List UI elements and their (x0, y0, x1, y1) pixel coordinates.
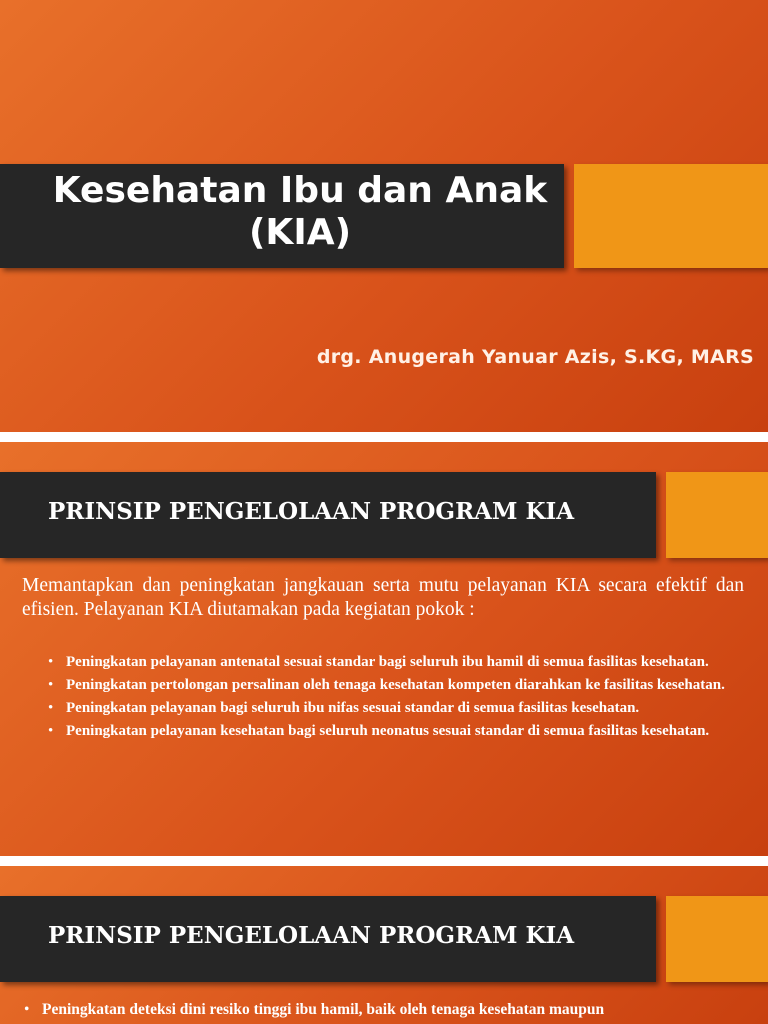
bullet-icon: • (48, 700, 54, 716)
presenter-name: drg. Anugerah Yanuar Azis, S.KG, MARS (316, 346, 754, 368)
content-slide-1 (0, 442, 768, 856)
bullet-icon: • (48, 723, 54, 739)
bullet-list (46, 652, 744, 744)
accent-bar (574, 164, 768, 268)
bullet-text: Peningkatan pelayanan bagi seluruh ibu nifas sesuai standar di semua fasilitas kesehatan. (66, 700, 640, 716)
bullet-text: Peningkatan pelayanan kesehatan bagi seluruh neonatus sesuai standar di semua fasilitas kesehatan. (66, 723, 710, 739)
accent-bar (666, 472, 768, 558)
slide-title-line2: (KIA) (248, 212, 352, 253)
section-title: PRINSIP PENGELOLAAN PROGRAM KIA (48, 922, 575, 949)
bullet-text: Peningkatan pelayanan antenatal sesuai standar bagi seluruh ibu hamil di semua fasilitas kesehatan. (66, 654, 709, 670)
bullet-icon: • (48, 677, 54, 693)
accent-bar (666, 896, 768, 982)
bullet-item (46, 698, 744, 718)
bullet-item (46, 721, 744, 741)
bullet-text: Peningkatan deteksi dini resiko tinggi ibu hamil, baik oleh tenaga kesehatan maupun (42, 1001, 605, 1018)
bullet-item (46, 652, 744, 672)
title-slide (0, 0, 768, 432)
bullet-item (46, 675, 744, 695)
bullet-icon: • (24, 1001, 30, 1018)
slide-title-line1: Kesehatan Ibu dan Anak (52, 170, 548, 211)
intro-paragraph: Memantapkan dan peningkatan jangkauan serta mutu pelayanan KIA secara efektif dan efisien. Pelayanan KIA diutamakan pada kegiatan pokok : (22, 575, 744, 620)
bullet-text: Peningkatan pertolongan persalinan oleh tenaga kesehatan kompeten diarahkan ke fasilitas kesehatan. (66, 677, 725, 693)
section-title: PRINSIP PENGELOLAAN PROGRAM KIA (48, 498, 575, 525)
content-slide-2 (0, 866, 768, 1024)
bullet-list (22, 1000, 768, 1023)
bullet-item (22, 1000, 768, 1020)
slide-title (0, 170, 600, 254)
bullet-icon: • (48, 654, 54, 670)
